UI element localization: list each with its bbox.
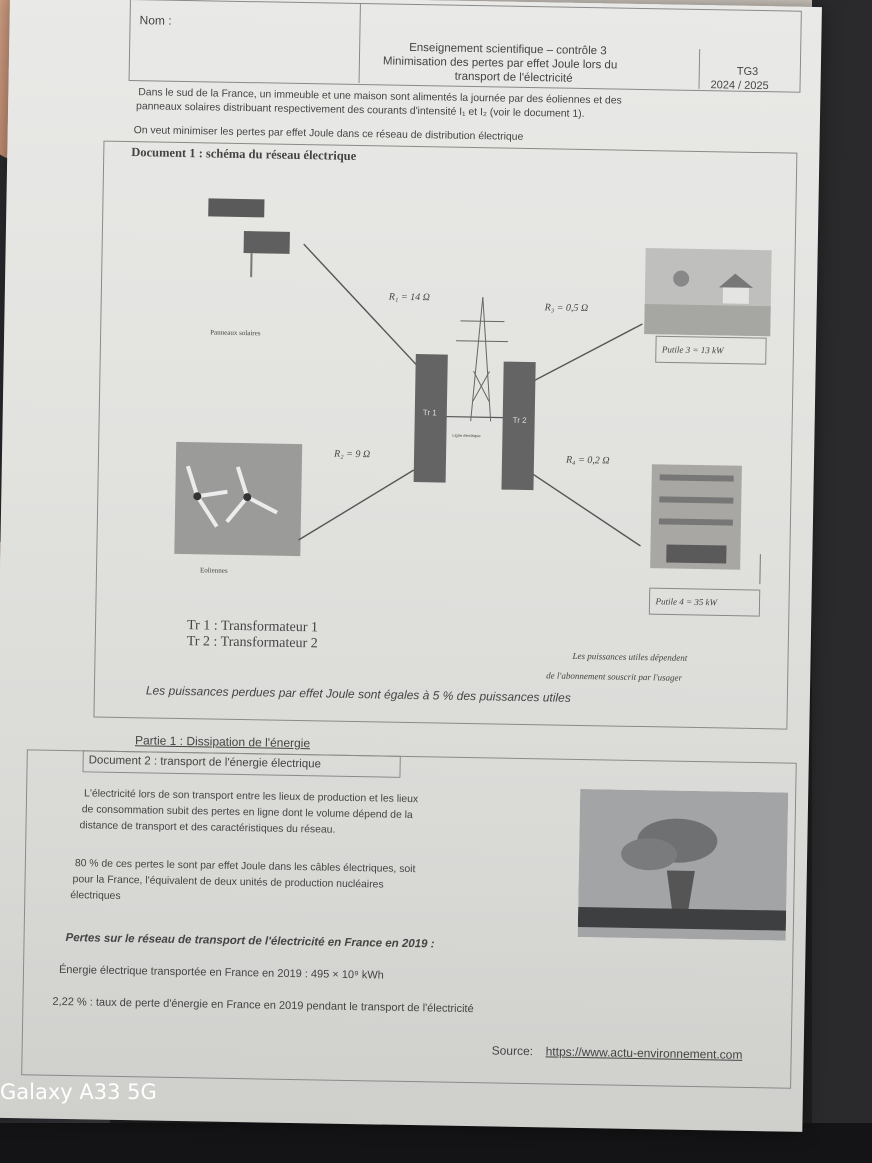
intro-line-2: panneaux solaires distribuant respectivement des courants d'intensité I₁ et I₂ (voir le document 1). <box>136 101 585 120</box>
losses-sentence: Les puissances perdues par effet Joule sont égales à 5 % des puissances utiles <box>145 683 571 705</box>
stats-heading: Pertes sur le réseau de transport de l'électricité en France en 2019 : <box>65 932 435 951</box>
background-right <box>812 0 872 1163</box>
power-house: Putile 3 = 13 kW <box>661 344 724 356</box>
note-line-1: Les puissances utiles dépendent <box>572 650 688 663</box>
label-r3: R₃ = 0,5 Ω <box>544 302 589 315</box>
label-solar-panels: Panneaux solaires <box>210 328 261 338</box>
doc2-p1-line2: de consommation subit des pertes en ligne dont le volume dépend de la <box>81 804 413 822</box>
solar-panels-icon <box>207 198 290 277</box>
doc2-p1-line3: distance de transport et des caractéristiques du réseau. <box>79 820 336 836</box>
source-link[interactable]: https://www.actu-environnement.com <box>545 1044 743 1062</box>
doc2-p2-line2: pour la France, l'équivalent de deux unités de production nucléaires <box>72 874 384 891</box>
document1-title: Document 1 : schéma du réseau électrique <box>131 145 357 163</box>
subject-line-1: Enseignement scientifique – contrôle 3 <box>409 41 607 58</box>
doc2-p2-line3: électriques <box>70 890 121 902</box>
label-tr1-short: Tr 1 <box>422 408 437 418</box>
school-year: 2024 / 2025 <box>710 79 769 93</box>
label-r1: R₁ = 14 Ω <box>388 291 430 304</box>
pylon-icon <box>455 297 509 422</box>
legend-tr1: Tr 1 : Transformateur 1 <box>186 618 319 636</box>
nuclear-plant-photo <box>578 789 789 941</box>
device-watermark: Galaxy A33 5G <box>0 1080 157 1104</box>
intro-line-3: On veut minimiser les pertes par effet Joule dans ce réseau de distribution électrique <box>133 125 524 143</box>
intro-line-1: Dans le sud de la France, un immeuble et une maison sont alimentés la journée par des éoliennes et des <box>138 87 622 107</box>
partie1-heading: Partie 1 : Dissipation de l'énergie <box>134 733 311 751</box>
doc2-p1-line1: L'électricité lors de son transport entre les lieux de production et les lieux <box>83 788 419 806</box>
transformer-2 <box>501 362 535 491</box>
wind-turbines-photo <box>174 442 302 556</box>
source-label: Source: <box>491 1043 534 1059</box>
energy-transported: Énergie électrique transportée en France en 2019 : 495 × 10⁹ kWh <box>58 963 384 982</box>
subject-line-3: transport de l'électricité <box>454 70 573 85</box>
label-eoliennes: Eoliennes <box>199 566 228 575</box>
doc2-p2-line1: 80 % de ces pertes le sont par effet Joule dans les câbles électriques, soit <box>74 858 416 876</box>
class-code: TG3 <box>736 65 759 78</box>
legend-tr2: Tr 2 : Transformateur 2 <box>186 634 318 652</box>
subject-line-2: Minimisation des pertes par effet Joule lors du <box>382 55 618 72</box>
note-line-2: de l'abonnement souscrit par l'usager <box>546 670 683 683</box>
document2-title: Document 2 : transport de l'énergie électrique <box>88 754 322 771</box>
label-r4: R₄ = 0,2 Ω <box>565 454 610 467</box>
label-pylon: Ligne électrique <box>452 432 481 439</box>
house-photo <box>644 248 771 336</box>
label-r2: R₂ = 9 Ω <box>333 448 371 461</box>
apartment-building-photo <box>650 464 762 584</box>
loss-rate: 2,22 % : taux de perte d'énergie en France en 2019 pendant le transport de l'électricité <box>52 995 474 1016</box>
nom-label: Nom : <box>139 13 172 28</box>
power-building: Putile 4 = 35 kW <box>655 596 718 608</box>
transformer-1 <box>414 354 448 483</box>
label-tr2-short: Tr 2 <box>512 415 527 425</box>
